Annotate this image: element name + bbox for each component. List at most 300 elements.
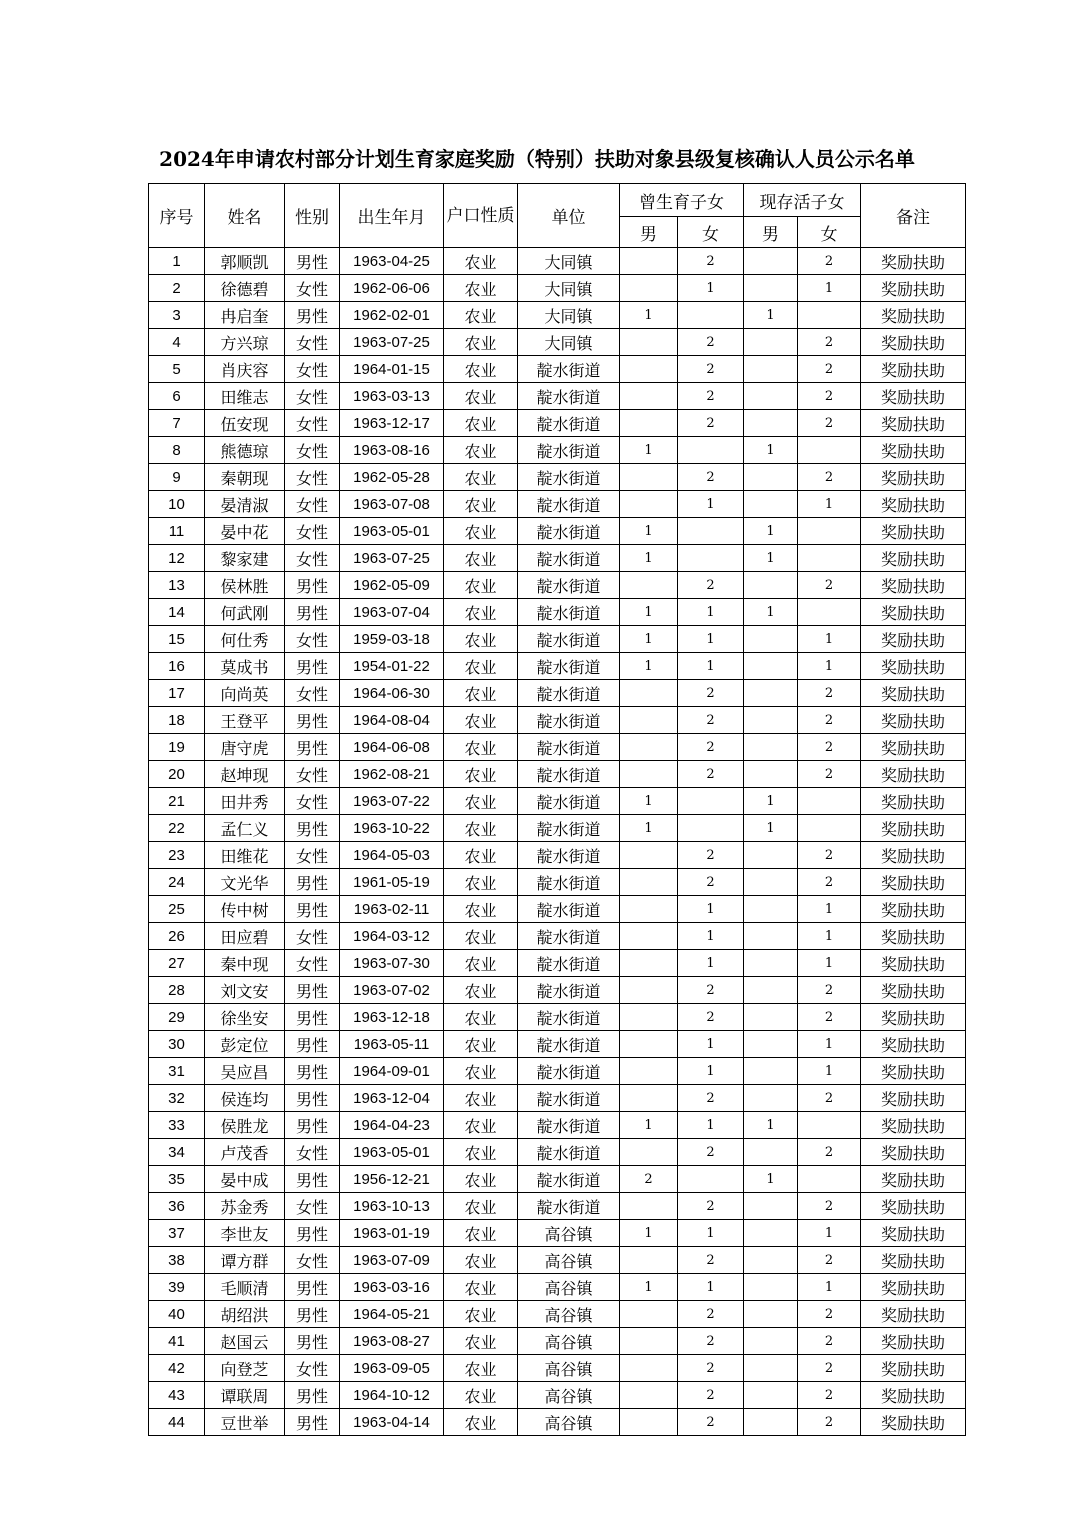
cell-seq: 36	[149, 1193, 205, 1220]
cell-birth: 1964-04-23	[340, 1112, 444, 1139]
cell-birth: 1963-05-01	[340, 518, 444, 545]
cell-alive-male	[744, 572, 798, 599]
table-row	[149, 545, 966, 572]
table-row	[149, 1166, 966, 1193]
cell-note: 奖励扶助	[861, 896, 966, 923]
cell-unit: 靛水街道	[518, 545, 620, 572]
cell-gender: 男性	[285, 248, 340, 275]
cell-alive-female: 2	[798, 680, 861, 707]
cell-born-male: 1	[620, 815, 678, 842]
cell-born-female: 1	[678, 599, 744, 626]
cell-alive-male	[744, 1328, 798, 1355]
cell-birth: 1964-08-04	[340, 707, 444, 734]
cell-born-male: 1	[620, 599, 678, 626]
cell-born-male: 1	[620, 545, 678, 572]
cell-hukou: 农业	[444, 329, 518, 356]
cell-note: 奖励扶助	[861, 1247, 966, 1274]
cell-note: 奖励扶助	[861, 1409, 966, 1436]
table-row	[149, 491, 966, 518]
cell-note: 奖励扶助	[861, 1382, 966, 1409]
cell-alive-male	[744, 491, 798, 518]
cell-name: 肖庆容	[205, 356, 285, 383]
cell-note: 奖励扶助	[861, 572, 966, 599]
table-row	[149, 734, 966, 761]
cell-hukou: 农业	[444, 383, 518, 410]
cell-born-male	[620, 896, 678, 923]
cell-name: 秦中现	[205, 950, 285, 977]
table-row	[149, 1409, 966, 1436]
cell-alive-female: 2	[798, 869, 861, 896]
cell-hukou: 农业	[444, 599, 518, 626]
cell-note: 奖励扶助	[861, 383, 966, 410]
cell-birth: 1964-06-30	[340, 680, 444, 707]
cell-name: 郭顺凯	[205, 248, 285, 275]
header-birth: 出生年月	[340, 184, 444, 248]
cell-birth: 1963-01-19	[340, 1220, 444, 1247]
table-row	[149, 464, 966, 491]
cell-alive-female: 2	[798, 1355, 861, 1382]
table-row	[149, 599, 966, 626]
cell-hukou: 农业	[444, 1301, 518, 1328]
cell-born-male	[620, 248, 678, 275]
cell-alive-female	[798, 545, 861, 572]
cell-name: 侯连均	[205, 1085, 285, 1112]
cell-birth: 1963-10-22	[340, 815, 444, 842]
table-row	[149, 707, 966, 734]
cell-name: 孟仁义	[205, 815, 285, 842]
cell-born-female: 2	[678, 1085, 744, 1112]
cell-born-male	[620, 1058, 678, 1085]
cell-birth: 1959-03-18	[340, 626, 444, 653]
cell-born-male: 1	[620, 1274, 678, 1301]
cell-note: 奖励扶助	[861, 1220, 966, 1247]
cell-alive-female: 1	[798, 1058, 861, 1085]
cell-name: 徐坐安	[205, 1004, 285, 1031]
cell-seq: 24	[149, 869, 205, 896]
cell-hukou: 农业	[444, 1193, 518, 1220]
cell-seq: 40	[149, 1301, 205, 1328]
cell-note: 奖励扶助	[861, 734, 966, 761]
cell-birth: 1961-05-19	[340, 869, 444, 896]
cell-seq: 27	[149, 950, 205, 977]
cell-born-female: 1	[678, 950, 744, 977]
cell-born-female: 1	[678, 923, 744, 950]
cell-hukou: 农业	[444, 1328, 518, 1355]
cell-seq: 16	[149, 653, 205, 680]
cell-born-female: 2	[678, 1382, 744, 1409]
cell-gender: 女性	[285, 464, 340, 491]
cell-unit: 靛水街道	[518, 788, 620, 815]
table-row	[149, 653, 966, 680]
cell-birth: 1964-06-08	[340, 734, 444, 761]
cell-born-female: 2	[678, 734, 744, 761]
cell-born-male	[620, 572, 678, 599]
cell-born-male: 1	[620, 653, 678, 680]
cell-birth: 1963-09-05	[340, 1355, 444, 1382]
cell-alive-female	[798, 788, 861, 815]
cell-hukou: 农业	[444, 869, 518, 896]
cell-alive-male	[744, 356, 798, 383]
cell-alive-female: 1	[798, 950, 861, 977]
cell-gender: 男性	[285, 1058, 340, 1085]
cell-unit: 靛水街道	[518, 977, 620, 1004]
table-row	[149, 572, 966, 599]
cell-alive-male: 1	[744, 518, 798, 545]
cell-born-female	[678, 518, 744, 545]
cell-name: 田维志	[205, 383, 285, 410]
cell-note: 奖励扶助	[861, 1058, 966, 1085]
cell-seq: 5	[149, 356, 205, 383]
cell-unit: 高谷镇	[518, 1328, 620, 1355]
cell-alive-female: 2	[798, 734, 861, 761]
cell-hukou: 农业	[444, 248, 518, 275]
cell-gender: 男性	[285, 1031, 340, 1058]
cell-name: 向登芝	[205, 1355, 285, 1382]
table-row	[149, 248, 966, 275]
cell-born-male	[620, 734, 678, 761]
table-row	[149, 1085, 966, 1112]
cell-alive-male: 1	[744, 437, 798, 464]
cell-name: 田维花	[205, 842, 285, 869]
cell-unit: 大同镇	[518, 329, 620, 356]
table-row	[149, 1031, 966, 1058]
cell-born-female: 2	[678, 1247, 744, 1274]
cell-alive-male	[744, 1031, 798, 1058]
cell-gender: 女性	[285, 1247, 340, 1274]
cell-note: 奖励扶助	[861, 788, 966, 815]
cell-seq: 22	[149, 815, 205, 842]
cell-hukou: 农业	[444, 734, 518, 761]
cell-born-male	[620, 329, 678, 356]
page-title: 2024年申请农村部分计划生育家庭奖励（特别）扶助对象县级复核确认人员公示名单	[159, 147, 915, 171]
cell-gender: 男性	[285, 1409, 340, 1436]
cell-birth: 1963-07-22	[340, 788, 444, 815]
cell-born-female: 2	[678, 1193, 744, 1220]
cell-note: 奖励扶助	[861, 1328, 966, 1355]
cell-note: 奖励扶助	[861, 518, 966, 545]
cell-seq: 17	[149, 680, 205, 707]
cell-born-male	[620, 383, 678, 410]
cell-name: 晏中花	[205, 518, 285, 545]
cell-alive-male	[744, 1409, 798, 1436]
cell-gender: 男性	[285, 1166, 340, 1193]
cell-gender: 女性	[285, 410, 340, 437]
cell-seq: 19	[149, 734, 205, 761]
cell-born-male: 1	[620, 626, 678, 653]
cell-alive-female: 2	[798, 329, 861, 356]
table-row	[149, 896, 966, 923]
cell-unit: 靛水街道	[518, 950, 620, 977]
cell-name: 毛顺清	[205, 1274, 285, 1301]
header-hukou: 户口性质	[444, 184, 518, 248]
cell-born-female: 2	[678, 1004, 744, 1031]
cell-name: 晏清淑	[205, 491, 285, 518]
cell-alive-female: 2	[798, 1328, 861, 1355]
cell-born-female: 2	[678, 1409, 744, 1436]
cell-note: 奖励扶助	[861, 707, 966, 734]
header-alive-female: 女	[798, 217, 861, 248]
cell-alive-female: 1	[798, 653, 861, 680]
cell-gender: 女性	[285, 923, 340, 950]
table-row	[149, 437, 966, 464]
cell-seq: 12	[149, 545, 205, 572]
cell-gender: 男性	[285, 869, 340, 896]
cell-birth: 1962-06-06	[340, 275, 444, 302]
cell-birth: 1963-03-16	[340, 1274, 444, 1301]
cell-born-male	[620, 1328, 678, 1355]
cell-note: 奖励扶助	[861, 1301, 966, 1328]
cell-birth: 1963-12-17	[340, 410, 444, 437]
cell-hukou: 农业	[444, 1031, 518, 1058]
cell-born-female: 1	[678, 1220, 744, 1247]
cell-alive-male	[744, 896, 798, 923]
cell-name: 何武刚	[205, 599, 285, 626]
cell-birth: 1963-12-18	[340, 1004, 444, 1031]
cell-born-female: 2	[678, 1139, 744, 1166]
cell-seq: 1	[149, 248, 205, 275]
cell-unit: 靛水街道	[518, 626, 620, 653]
cell-name: 胡绍洪	[205, 1301, 285, 1328]
cell-alive-female: 2	[798, 464, 861, 491]
cell-unit: 靛水街道	[518, 491, 620, 518]
table-row	[149, 1274, 966, 1301]
cell-born-male	[620, 950, 678, 977]
cell-birth: 1963-07-08	[340, 491, 444, 518]
cell-unit: 靛水街道	[518, 1004, 620, 1031]
cell-born-female: 2	[678, 1301, 744, 1328]
cell-note: 奖励扶助	[861, 680, 966, 707]
cell-hukou: 农业	[444, 815, 518, 842]
cell-unit: 高谷镇	[518, 1247, 620, 1274]
cell-alive-female: 2	[798, 356, 861, 383]
cell-born-male: 1	[620, 302, 678, 329]
cell-unit: 靛水街道	[518, 518, 620, 545]
cell-unit: 大同镇	[518, 302, 620, 329]
cell-note: 奖励扶助	[861, 1166, 966, 1193]
cell-born-female: 1	[678, 1274, 744, 1301]
cell-born-male	[620, 491, 678, 518]
header-born-children: 曾生育子女	[620, 184, 744, 217]
cell-gender: 男性	[285, 1301, 340, 1328]
cell-born-female: 1	[678, 1031, 744, 1058]
cell-note: 奖励扶助	[861, 302, 966, 329]
cell-gender: 女性	[285, 842, 340, 869]
cell-birth: 1964-03-12	[340, 923, 444, 950]
cell-born-female: 2	[678, 356, 744, 383]
cell-alive-female: 2	[798, 1193, 861, 1220]
table-row	[149, 680, 966, 707]
cell-birth: 1963-02-11	[340, 896, 444, 923]
cell-gender: 男性	[285, 1274, 340, 1301]
cell-born-female: 2	[678, 572, 744, 599]
cell-unit: 靛水街道	[518, 734, 620, 761]
cell-born-male	[620, 464, 678, 491]
cell-hukou: 农业	[444, 626, 518, 653]
cell-unit: 高谷镇	[518, 1301, 620, 1328]
table-row	[149, 329, 966, 356]
cell-birth: 1964-09-01	[340, 1058, 444, 1085]
cell-born-male	[620, 680, 678, 707]
cell-note: 奖励扶助	[861, 815, 966, 842]
cell-unit: 高谷镇	[518, 1274, 620, 1301]
cell-seq: 18	[149, 707, 205, 734]
cell-name: 彭定位	[205, 1031, 285, 1058]
cell-alive-female: 2	[798, 383, 861, 410]
cell-seq: 37	[149, 1220, 205, 1247]
cell-alive-female: 2	[798, 842, 861, 869]
cell-name: 吴应昌	[205, 1058, 285, 1085]
cell-alive-male	[744, 1058, 798, 1085]
cell-alive-female: 2	[798, 1409, 861, 1436]
cell-hukou: 农业	[444, 1085, 518, 1112]
cell-seq: 2	[149, 275, 205, 302]
cell-alive-female: 2	[798, 410, 861, 437]
cell-gender: 男性	[285, 1085, 340, 1112]
cell-alive-male	[744, 1301, 798, 1328]
cell-alive-male	[744, 248, 798, 275]
cell-hukou: 农业	[444, 275, 518, 302]
cell-seq: 26	[149, 923, 205, 950]
cell-born-male	[620, 1193, 678, 1220]
cell-hukou: 农业	[444, 518, 518, 545]
cell-seq: 30	[149, 1031, 205, 1058]
cell-born-female: 1	[678, 491, 744, 518]
cell-hukou: 农业	[444, 788, 518, 815]
cell-unit: 大同镇	[518, 248, 620, 275]
cell-gender: 女性	[285, 950, 340, 977]
cell-birth: 1963-03-13	[340, 383, 444, 410]
cell-alive-male	[744, 950, 798, 977]
header-gender: 性别	[285, 184, 340, 248]
cell-alive-male	[744, 626, 798, 653]
cell-alive-male	[744, 761, 798, 788]
cell-hukou: 农业	[444, 842, 518, 869]
cell-alive-female	[798, 1166, 861, 1193]
cell-alive-female	[798, 1112, 861, 1139]
cell-birth: 1963-10-13	[340, 1193, 444, 1220]
cell-note: 奖励扶助	[861, 1004, 966, 1031]
cell-alive-male: 1	[744, 599, 798, 626]
cell-name: 谭方群	[205, 1247, 285, 1274]
table-row	[149, 788, 966, 815]
cell-name: 冉启奎	[205, 302, 285, 329]
cell-born-male	[620, 1409, 678, 1436]
cell-born-female: 2	[678, 464, 744, 491]
cell-alive-female: 2	[798, 248, 861, 275]
cell-unit: 靛水街道	[518, 761, 620, 788]
cell-hukou: 农业	[444, 410, 518, 437]
cell-unit: 靛水街道	[518, 653, 620, 680]
cell-name: 晏中成	[205, 1166, 285, 1193]
cell-hukou: 农业	[444, 1247, 518, 1274]
cell-name: 李世友	[205, 1220, 285, 1247]
cell-born-male	[620, 1031, 678, 1058]
table-body	[149, 248, 966, 1436]
cell-note: 奖励扶助	[861, 869, 966, 896]
cell-hukou: 农业	[444, 437, 518, 464]
cell-birth: 1963-05-11	[340, 1031, 444, 1058]
cell-gender: 男性	[285, 302, 340, 329]
cell-gender: 女性	[285, 383, 340, 410]
cell-alive-male	[744, 410, 798, 437]
cell-name: 方兴琼	[205, 329, 285, 356]
cell-born-male	[620, 977, 678, 1004]
cell-name: 莫成书	[205, 653, 285, 680]
cell-gender: 男性	[285, 977, 340, 1004]
cell-unit: 靛水街道	[518, 1031, 620, 1058]
cell-seq: 39	[149, 1274, 205, 1301]
cell-seq: 33	[149, 1112, 205, 1139]
cell-alive-female: 1	[798, 275, 861, 302]
cell-seq: 13	[149, 572, 205, 599]
cell-hukou: 农业	[444, 653, 518, 680]
cell-name: 何仕秀	[205, 626, 285, 653]
cell-note: 奖励扶助	[861, 248, 966, 275]
cell-born-male	[620, 923, 678, 950]
table-row	[149, 950, 966, 977]
cell-alive-female: 1	[798, 626, 861, 653]
cell-seq: 20	[149, 761, 205, 788]
cell-name: 田井秀	[205, 788, 285, 815]
cell-hukou: 农业	[444, 572, 518, 599]
cell-alive-female: 1	[798, 1220, 861, 1247]
cell-alive-female	[798, 599, 861, 626]
cell-seq: 4	[149, 329, 205, 356]
cell-born-male	[620, 275, 678, 302]
cell-seq: 42	[149, 1355, 205, 1382]
cell-hukou: 农业	[444, 1139, 518, 1166]
cell-name: 徐德碧	[205, 275, 285, 302]
cell-born-male	[620, 1085, 678, 1112]
cell-alive-female: 2	[798, 1301, 861, 1328]
cell-born-male	[620, 356, 678, 383]
cell-unit: 靛水街道	[518, 869, 620, 896]
cell-name: 伍安现	[205, 410, 285, 437]
cell-gender: 女性	[285, 1139, 340, 1166]
cell-alive-male	[744, 734, 798, 761]
cell-born-female: 1	[678, 626, 744, 653]
cell-birth: 1963-08-16	[340, 437, 444, 464]
cell-born-male: 1	[620, 788, 678, 815]
cell-born-female	[678, 545, 744, 572]
cell-gender: 男性	[285, 1220, 340, 1247]
cell-birth: 1963-04-25	[340, 248, 444, 275]
cell-hukou: 农业	[444, 1355, 518, 1382]
table-header	[149, 184, 966, 248]
header-alive-male: 男	[744, 217, 798, 248]
cell-gender: 女性	[285, 626, 340, 653]
cell-unit: 靛水街道	[518, 1193, 620, 1220]
cell-alive-female: 1	[798, 1274, 861, 1301]
cell-unit: 高谷镇	[518, 1220, 620, 1247]
cell-gender: 男性	[285, 734, 340, 761]
cell-gender: 男性	[285, 653, 340, 680]
cell-gender: 男性	[285, 599, 340, 626]
cell-born-male: 1	[620, 1220, 678, 1247]
table-row	[149, 1139, 966, 1166]
cell-alive-female: 1	[798, 1031, 861, 1058]
cell-alive-male	[744, 329, 798, 356]
cell-seq: 32	[149, 1085, 205, 1112]
cell-hukou: 农业	[444, 491, 518, 518]
cell-alive-female: 2	[798, 572, 861, 599]
table-row	[149, 302, 966, 329]
cell-alive-male: 1	[744, 815, 798, 842]
cell-born-male	[620, 1247, 678, 1274]
table-row	[149, 626, 966, 653]
cell-born-female	[678, 1166, 744, 1193]
cell-name: 唐守虎	[205, 734, 285, 761]
